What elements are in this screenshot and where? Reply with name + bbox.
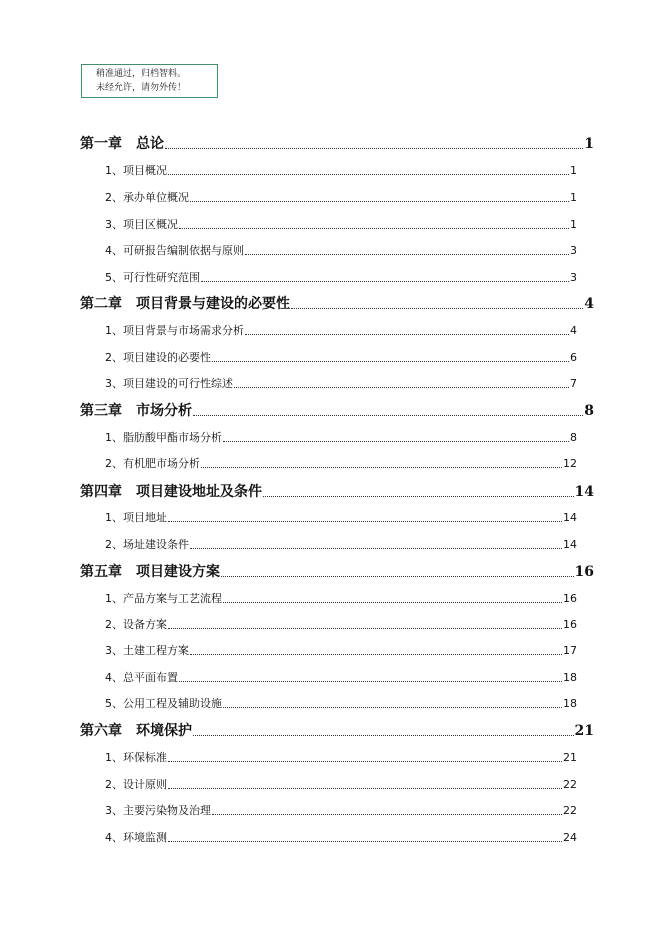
toc-page-number: 22 — [563, 778, 577, 791]
toc-entry-title: 2、设备方案 — [105, 618, 167, 631]
toc-page-number: 1 — [584, 136, 594, 152]
toc-section-entry[interactable] — [105, 322, 577, 340]
toc-section-entry[interactable] — [105, 162, 577, 180]
toc-page-number: 1 — [570, 191, 577, 204]
toc-page-number: 4 — [570, 324, 577, 337]
toc-entry-title: 3、土建工程方案 — [105, 644, 189, 657]
dot-leader — [201, 467, 562, 468]
toc-entry-title: 第二章 项目背景与建设的必要性 — [80, 296, 290, 312]
dot-leader — [234, 387, 569, 388]
dot-leader — [223, 602, 562, 603]
toc-page-number: 7 — [570, 377, 577, 390]
dot-leader — [212, 361, 569, 362]
toc-chapter-entry[interactable] — [80, 561, 594, 583]
toc-chapter-entry[interactable] — [80, 400, 594, 422]
toc-entry-title: 第六章 环境保护 — [80, 723, 192, 739]
dot-leader — [245, 254, 569, 255]
toc-entry-title: 3、主要污染物及治理 — [105, 804, 211, 817]
toc-chapter-entry[interactable] — [80, 481, 594, 503]
toc-section-entry[interactable] — [105, 509, 577, 527]
dot-leader — [179, 681, 562, 682]
toc-entry-title: 第五章 项目建设方案 — [80, 564, 220, 580]
dot-leader — [190, 654, 562, 655]
toc-page-number: 14 — [563, 538, 577, 551]
toc-entry-title: 3、项目建设的可行性综述 — [105, 377, 233, 390]
toc-entry-title: 1、产品方案与工艺流程 — [105, 592, 222, 605]
toc-section-entry[interactable] — [105, 242, 577, 260]
toc-section-entry[interactable] — [105, 802, 577, 820]
toc-page-number: 16 — [574, 564, 594, 580]
toc-entry-title: 1、项目背景与市场需求分析 — [105, 324, 244, 337]
dot-leader — [168, 521, 562, 522]
distribution-notice-box — [81, 64, 218, 98]
toc-section-entry[interactable] — [105, 455, 577, 473]
dot-leader — [193, 415, 583, 416]
toc-entry-title: 2、承办单位概况 — [105, 191, 189, 204]
dot-leader — [201, 281, 569, 282]
dot-leader — [165, 148, 583, 149]
notice-line-2: 未经允许，请勿外传！ — [96, 83, 187, 93]
dot-leader — [245, 334, 569, 335]
toc-page-number: 4 — [584, 296, 594, 312]
dot-leader — [168, 841, 562, 842]
toc-page-number: 24 — [563, 831, 577, 844]
dot-leader — [263, 496, 574, 497]
toc-chapter-entry[interactable] — [80, 720, 594, 742]
dot-leader — [221, 576, 574, 577]
dot-leader — [190, 201, 569, 202]
toc-section-entry[interactable] — [105, 669, 577, 687]
dot-leader — [223, 441, 569, 442]
toc-page-number: 3 — [570, 244, 577, 257]
dot-leader — [193, 735, 574, 736]
toc-entry-title: 2、有机肥市场分析 — [105, 457, 200, 470]
toc-entry-title: 5、公用工程及辅助设施 — [105, 697, 222, 710]
toc-section-entry[interactable] — [105, 749, 577, 767]
toc-entry-title: 1、脂肪酸甲酯市场分析 — [105, 431, 222, 444]
toc-section-entry[interactable] — [105, 776, 577, 794]
toc-entry-title: 4、环境监测 — [105, 831, 167, 844]
toc-section-entry[interactable] — [105, 429, 577, 447]
toc-section-entry[interactable] — [105, 642, 577, 660]
toc-page-number: 3 — [570, 271, 577, 284]
toc-entry-title: 第一章 总论 — [80, 136, 164, 152]
dot-leader — [168, 788, 562, 789]
toc-chapter-entry[interactable] — [80, 293, 594, 315]
toc-section-entry[interactable] — [105, 375, 577, 393]
toc-entry-title: 2、设计原则 — [105, 778, 167, 791]
toc-section-entry[interactable] — [105, 269, 577, 287]
toc-page-number: 21 — [563, 751, 577, 764]
toc-entry-title: 1、项目概况 — [105, 164, 167, 177]
toc-page-number: 8 — [584, 403, 594, 419]
dot-leader — [179, 228, 569, 229]
toc-page-number: 6 — [570, 351, 577, 364]
dot-leader — [168, 174, 569, 175]
toc-section-entry[interactable] — [105, 536, 577, 554]
toc-entry-title: 3、项目区概况 — [105, 218, 178, 231]
toc-page-number: 17 — [563, 644, 577, 657]
dot-leader — [212, 814, 562, 815]
toc-page-number: 18 — [563, 697, 577, 710]
dot-leader — [291, 308, 583, 309]
toc-entry-title: 5、可行性研究范围 — [105, 271, 200, 284]
notice-line-1: 稍准通过，归档智料。 — [96, 69, 187, 79]
toc-section-entry[interactable] — [105, 616, 577, 634]
toc-page-number: 16 — [563, 592, 577, 605]
toc-page-number: 21 — [574, 723, 594, 739]
toc-entry-title: 第三章 市场分析 — [80, 403, 192, 419]
toc-page-number: 16 — [563, 618, 577, 631]
toc-page-number: 18 — [563, 671, 577, 684]
toc-section-entry[interactable] — [105, 189, 577, 207]
toc-entry-title: 1、环保标准 — [105, 751, 167, 764]
toc-entry-title: 1、项目地址 — [105, 511, 167, 524]
toc-section-entry[interactable] — [105, 590, 577, 608]
toc-entry-title: 第四章 项目建设地址及条件 — [80, 484, 262, 500]
toc-section-entry[interactable] — [105, 216, 577, 234]
toc-page-number: 8 — [570, 431, 577, 444]
toc-entry-title: 4、可研报告编制依据与原则 — [105, 244, 244, 257]
toc-page-number: 14 — [574, 484, 594, 500]
toc-section-entry[interactable] — [105, 349, 577, 367]
toc-section-entry[interactable] — [105, 829, 577, 847]
toc-page-number: 12 — [563, 457, 577, 470]
toc-chapter-entry[interactable] — [80, 133, 594, 155]
dot-leader — [223, 707, 562, 708]
toc-entry-title: 4、总平面布置 — [105, 671, 178, 684]
toc-entry-title: 2、项目建设的必要性 — [105, 351, 211, 364]
toc-section-entry[interactable] — [105, 695, 577, 713]
toc-page-number: 14 — [563, 511, 577, 524]
toc-page-number: 22 — [563, 804, 577, 817]
dot-leader — [168, 761, 562, 762]
toc-page-number: 1 — [570, 164, 577, 177]
dot-leader — [168, 628, 562, 629]
dot-leader — [190, 548, 562, 549]
toc-entry-title: 2、场址建设条件 — [105, 538, 189, 551]
toc-page-number: 1 — [570, 218, 577, 231]
